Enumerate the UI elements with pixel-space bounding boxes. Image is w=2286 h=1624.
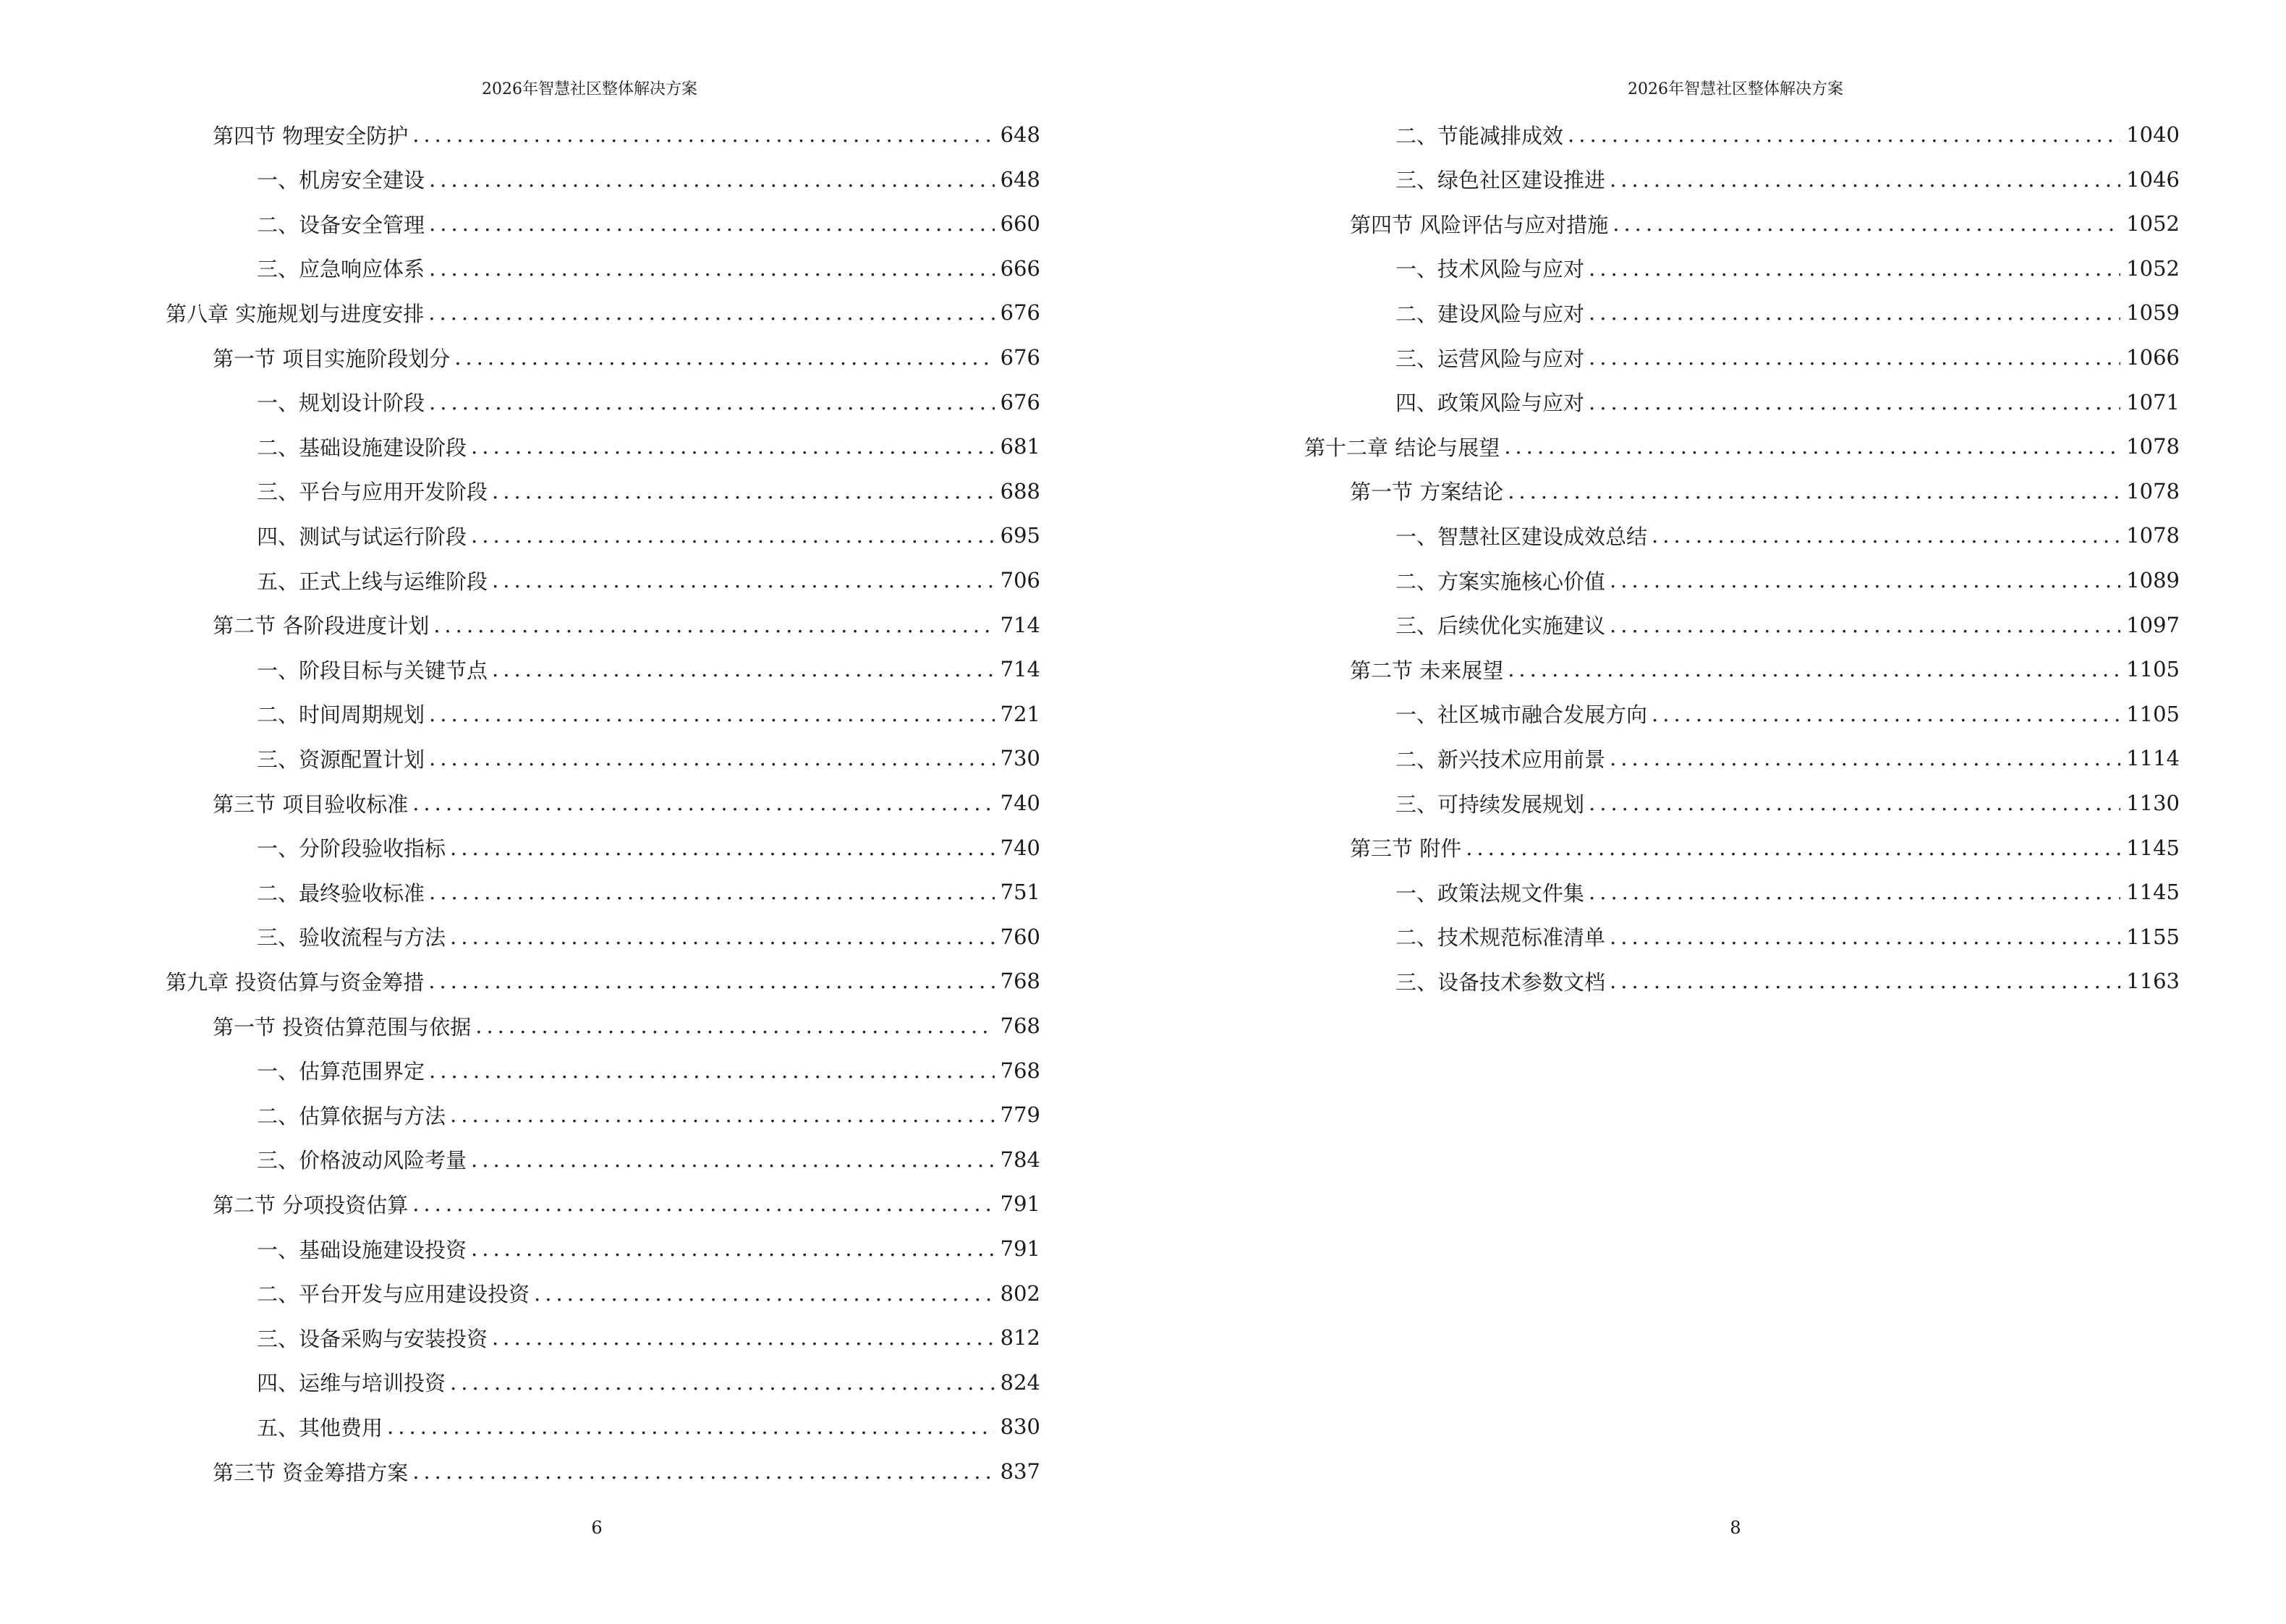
dot-leader	[1589, 390, 2120, 414]
toc-entry-page: 1078	[2126, 478, 2180, 503]
dot-leader	[450, 836, 995, 860]
toc-entry-page: 760	[1000, 924, 1040, 949]
toc-entry-title: 第四节 风险评估与应对措施	[1350, 212, 1609, 237]
toc-entry-page: 802	[1000, 1280, 1040, 1306]
toc-entry-title: 三、平台与应用开发阶段	[257, 480, 488, 505]
toc-entry-title: 三、应急响应体系	[257, 257, 425, 282]
toc-entry-page: 830	[1000, 1414, 1040, 1440]
toc-entry-page: 676	[1000, 300, 1040, 326]
toc-entry-title: 二、平台开发与应用建设投资	[257, 1282, 530, 1307]
toc-entry[interactable]	[213, 607, 1040, 643]
toc-entry[interactable]	[257, 428, 1040, 464]
dot-leader	[1589, 345, 2120, 370]
dot-leader	[492, 657, 995, 681]
toc-entry[interactable]	[213, 339, 1040, 375]
toc-entry-title: 一、技术风险与应对	[1395, 257, 1585, 282]
toc-entry-page: 779	[1000, 1102, 1040, 1128]
toc-entry[interactable]	[213, 1186, 1040, 1222]
toc-entry-title: 第一节 项目实施阶段划分	[213, 346, 451, 371]
dot-leader	[429, 1058, 995, 1083]
dot-leader	[429, 746, 995, 770]
toc-entry-page: 740	[1000, 791, 1040, 815]
dot-leader	[1504, 434, 2120, 459]
dot-leader	[429, 880, 995, 904]
toc-entry-title: 第四节 物理安全防护	[213, 123, 409, 148]
page-header: 2026年智慧社区整体解决方案	[1628, 80, 1843, 98]
toc-entry-title: 第一节 方案结论	[1350, 480, 1504, 505]
toc-entry-title: 二、时间周期规划	[257, 702, 425, 728]
toc-entry-title: 四、测试与试运行阶段	[257, 524, 467, 549]
toc-entry[interactable]	[257, 161, 1040, 197]
toc-entry[interactable]	[257, 562, 1040, 598]
toc-entry-page: 706	[1000, 568, 1040, 592]
toc-entry-page: 740	[1000, 835, 1040, 860]
dot-leader	[492, 1325, 995, 1350]
toc-entry-page: 721	[1000, 701, 1040, 726]
dot-leader	[433, 613, 994, 637]
toc-entry-title: 三、设备技术参数文档	[1395, 969, 1606, 995]
toc-entry-title: 二、技术规范标准清单	[1395, 925, 1606, 951]
dot-leader	[428, 969, 994, 993]
toc-entry[interactable]	[257, 1230, 1040, 1267]
toc-entry[interactable]	[257, 1364, 1040, 1400]
dot-leader	[1610, 969, 2120, 993]
toc-entry-page: 648	[1000, 166, 1040, 192]
toc-entry-page: 1052	[2126, 255, 2180, 281]
dot-leader	[428, 300, 994, 325]
toc-entry-page: 1066	[2126, 345, 2180, 370]
toc-entry[interactable]	[1395, 919, 2180, 955]
toc-entry-title: 一、阶段目标与关键节点	[257, 658, 488, 683]
toc-entry-title: 三、可持续发展规划	[1395, 791, 1585, 817]
toc-entry-page: 1059	[2126, 300, 2180, 326]
toc-entry-title: 二、新兴技术应用前景	[1395, 747, 1606, 772]
dot-leader	[1612, 211, 2120, 236]
dot-leader	[429, 702, 995, 726]
toc-entry[interactable]	[257, 651, 1040, 687]
toc-entry-title: 三、设备采购与安装投资	[257, 1326, 488, 1351]
toc-entry[interactable]	[1350, 473, 2180, 509]
toc-entry-page: 837	[1000, 1459, 1040, 1484]
toc-entry-title: 二、估算依据与方法	[257, 1103, 446, 1128]
toc-entry-title: 三、运营风险与应对	[1395, 346, 1585, 371]
toc-entry[interactable]	[257, 874, 1040, 910]
toc-entry-title: 二、设备安全管理	[257, 212, 425, 237]
toc-entry-page: 791	[1000, 1236, 1040, 1261]
toc-entry[interactable]	[257, 250, 1040, 286]
toc-entry-title: 第三节 项目验收标准	[213, 791, 409, 817]
dot-leader	[450, 1370, 995, 1395]
toc-entry-page: 730	[1000, 746, 1040, 771]
toc-entry-page: 688	[1000, 478, 1040, 503]
dot-leader	[1508, 479, 2120, 503]
toc-entry-page: 784	[1000, 1147, 1040, 1172]
toc-entry-page: 812	[1000, 1325, 1040, 1351]
toc-entry-page: 714	[1000, 657, 1040, 682]
toc-entry-page: 824	[1000, 1369, 1040, 1395]
toc-entry[interactable]	[257, 830, 1040, 866]
toc-entry-title: 五、正式上线与运维阶段	[257, 569, 488, 594]
toc-entry[interactable]	[1395, 339, 2180, 375]
dot-leader	[1610, 167, 2120, 192]
toc-entry-title: 二、建设风险与应对	[1395, 301, 1585, 326]
toc-entry[interactable]	[257, 1097, 1040, 1133]
toc-entry[interactable]	[213, 1008, 1040, 1044]
toc-entry[interactable]	[1395, 294, 2180, 331]
toc-entry[interactable]	[257, 517, 1040, 553]
toc-entry[interactable]	[257, 1142, 1040, 1178]
toc-entry-title: 一、估算范围界定	[257, 1059, 425, 1084]
toc-entry[interactable]	[1395, 785, 2180, 821]
toc-entry-page: 1105	[2126, 657, 2180, 682]
toc-entry[interactable]	[1395, 384, 2180, 420]
toc-entry-title: 一、分阶段验收指标	[257, 836, 446, 862]
toc-entry-page: 751	[1000, 880, 1040, 905]
toc-entry-title: 一、社区城市融合发展方向	[1395, 702, 1648, 728]
toc-entry-page: 714	[1000, 612, 1040, 637]
dot-leader	[412, 1191, 994, 1216]
dot-leader	[412, 122, 994, 147]
toc-entry-page: 1114	[2126, 746, 2180, 771]
toc-entry-title: 第三节 资金筹措方案	[213, 1460, 409, 1485]
toc-entry-page: 1046	[2126, 166, 2180, 192]
dot-leader	[450, 924, 995, 949]
toc-entry-page: 1145	[2126, 835, 2180, 860]
toc-entry[interactable]	[1395, 696, 2180, 732]
toc-entry-title: 第三节 附件	[1350, 836, 1462, 862]
toc-entry[interactable]	[166, 294, 1040, 331]
toc-entry[interactable]	[257, 740, 1040, 776]
dot-leader	[534, 1281, 995, 1306]
toc-entry-title: 二、方案实施核心价值	[1395, 569, 1606, 594]
toc-entry[interactable]	[1395, 161, 2180, 197]
dot-leader	[1589, 791, 2120, 815]
dot-leader	[412, 791, 994, 815]
toc-entry[interactable]	[1395, 963, 2180, 999]
toc-entry-title: 四、政策风险与应对	[1395, 391, 1585, 416]
toc-entry-title: 一、机房安全建设	[257, 168, 425, 193]
toc-entry-page: 676	[1000, 345, 1040, 370]
dot-leader	[492, 479, 995, 503]
dot-leader	[471, 1147, 995, 1172]
toc-entry[interactable]	[213, 116, 1040, 153]
toc-entry[interactable]	[1350, 205, 2180, 242]
toc-entry[interactable]	[213, 785, 1040, 821]
toc-entry-page: 1078	[2126, 523, 2180, 548]
toc-entry[interactable]	[1350, 651, 2180, 687]
toc-entry[interactable]	[257, 473, 1040, 509]
dot-leader	[1568, 122, 2120, 147]
toc-entry-page: 1163	[2126, 969, 2180, 994]
toc-entry-title: 一、规划设计阶段	[257, 391, 425, 416]
dot-leader	[1466, 836, 2120, 860]
toc-entry-page: 1040	[2126, 122, 2180, 147]
toc-entry-title: 二、最终验收标准	[257, 880, 425, 906]
toc-entry-title: 二、基础设施建设阶段	[257, 435, 467, 460]
dot-leader	[1610, 924, 2120, 949]
toc-entry-title: 第九章 投资估算与资金筹措	[166, 969, 425, 995]
toc-entry-title: 三、绿色社区建设推进	[1395, 168, 1606, 193]
toc-entry-page: 1052	[2126, 211, 2180, 237]
toc-entry[interactable]	[1395, 740, 2180, 776]
toc-entry-title: 第一节 投资估算范围与依据	[213, 1014, 472, 1040]
toc-entry-title: 第二节 未来展望	[1350, 658, 1504, 683]
toc-entry[interactable]	[1395, 517, 2180, 553]
toc-entry-title: 五、其他费用	[257, 1415, 383, 1440]
toc-entry[interactable]	[257, 919, 1040, 955]
dot-leader	[454, 345, 994, 370]
toc-entry[interactable]	[257, 1319, 1040, 1356]
toc-entry-page: 648	[1000, 122, 1040, 147]
dot-leader	[475, 1013, 994, 1038]
toc-entry-page: 1155	[2126, 924, 2180, 949]
toc-entry-page: 768	[1000, 1058, 1040, 1083]
toc-entry-title: 三、价格波动风险考量	[257, 1148, 467, 1173]
toc-entry[interactable]	[1304, 428, 2180, 464]
toc-entry-page: 1130	[2126, 791, 2180, 815]
dot-leader	[429, 167, 995, 192]
toc-entry-page: 1089	[2126, 568, 2180, 592]
toc-entry-title: 第八章 实施规划与进度安排	[166, 301, 425, 326]
toc-entry-page: 768	[1000, 969, 1040, 994]
toc-entry-title: 一、政策法规文件集	[1395, 880, 1585, 906]
toc-entry-page: 791	[1000, 1191, 1040, 1217]
dot-leader	[1589, 300, 2120, 325]
dot-leader	[1508, 657, 2120, 681]
toc-entry[interactable]	[1350, 830, 2180, 866]
dot-leader	[1589, 256, 2120, 281]
toc-entry-page: 676	[1000, 389, 1040, 414]
dot-leader	[1610, 613, 2120, 637]
toc-entry[interactable]	[1395, 562, 2180, 598]
dot-leader	[1589, 880, 2120, 904]
toc-entry-title: 一、基础设施建设投资	[257, 1237, 467, 1262]
toc-entry-page: 768	[1000, 1013, 1040, 1038]
toc-entry-page: 1078	[2126, 434, 2180, 459]
dot-leader	[429, 390, 995, 414]
toc-entry-title: 二、节能减排成效	[1395, 123, 1564, 148]
toc-entry-page: 1097	[2126, 612, 2180, 637]
toc-entry[interactable]	[257, 1053, 1040, 1089]
dot-leader	[1652, 523, 2120, 548]
toc-entry[interactable]	[213, 1453, 1040, 1489]
toc-entry-title: 三、后续优化实施建议	[1395, 613, 1606, 639]
toc-entry[interactable]	[1395, 250, 2180, 286]
toc-entry-page: 660	[1000, 211, 1040, 237]
toc-entry-title: 三、资源配置计划	[257, 747, 425, 772]
dot-leader	[492, 568, 995, 592]
toc-entry[interactable]	[1395, 607, 2180, 643]
page-header: 2026年智慧社区整体解决方案	[482, 80, 697, 98]
dot-leader	[387, 1414, 995, 1439]
toc-entry-page: 666	[1000, 255, 1040, 281]
dot-leader	[1652, 702, 2120, 726]
toc-entry[interactable]	[166, 963, 1040, 999]
dot-leader	[429, 256, 995, 281]
dot-leader	[471, 523, 995, 548]
toc-entry[interactable]	[257, 1275, 1040, 1311]
dot-leader	[471, 1236, 995, 1261]
toc-entry-title: 第二节 分项投资估算	[213, 1192, 409, 1217]
dot-leader	[1610, 568, 2120, 592]
right-page	[1143, 0, 2286, 1624]
dot-leader	[412, 1459, 994, 1484]
toc-entry[interactable]	[257, 1408, 1040, 1445]
toc-entry[interactable]	[257, 205, 1040, 242]
dot-leader	[471, 434, 995, 459]
toc-entry-page: 1071	[2126, 389, 2180, 414]
dot-leader	[450, 1102, 995, 1127]
toc-entry-title: 第二节 各阶段进度计划	[213, 613, 430, 639]
toc-entry-page: 695	[1000, 523, 1040, 548]
toc-entry-page: 681	[1000, 434, 1040, 459]
toc-entry-title: 一、智慧社区建设成效总结	[1395, 524, 1648, 549]
page-number: 8	[1730, 1518, 1741, 1538]
dot-leader	[1610, 746, 2120, 770]
toc-entry[interactable]	[257, 384, 1040, 420]
toc-entry[interactable]	[257, 696, 1040, 732]
toc-entry-title: 四、运维与培训投资	[257, 1371, 446, 1396]
toc-entry-title: 第十二章 结论与展望	[1304, 435, 1500, 460]
dot-leader	[429, 211, 995, 236]
toc-entry-page: 1145	[2126, 880, 2180, 905]
toc-entry[interactable]	[1395, 874, 2180, 910]
toc-entry-page: 1105	[2126, 701, 2180, 726]
toc-entry-title: 三、验收流程与方法	[257, 925, 446, 951]
page-number: 6	[591, 1518, 603, 1538]
toc-entry[interactable]	[1395, 116, 2180, 153]
